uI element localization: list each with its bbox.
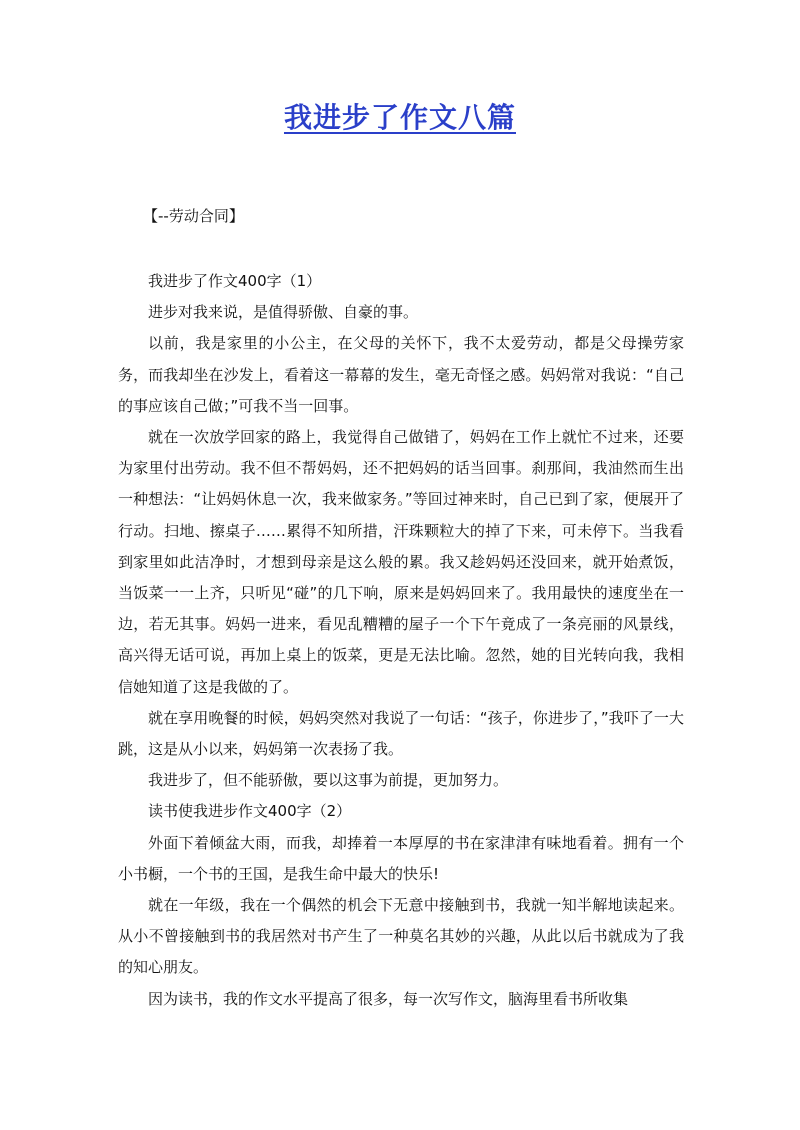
paragraph: 我进步了，但不能骄傲，要以这事为前提，更加努力。 <box>148 771 509 790</box>
paragraph: 就在一年级，我在一个偶然的机会下无意中接触到书，我就一知半解地读起来。从小不曾接触到书的我居然对书产生了一种莫名其妙的兴趣，从此以后书就成为了我的知心朋友。 <box>118 896 684 977</box>
section-heading: 读书使我进步作文400字（2） <box>148 802 352 821</box>
document-title[interactable]: 我进步了作文八篇 <box>283 101 516 134</box>
paragraph: 进步对我来说，是值得骄傲、自豪的事。 <box>148 303 419 322</box>
paragraph: 外面下着倾盆大雨，而我，却捧着一本厚厚的书在家津津有味地看着。拥有一个小书橱，一个书的王国，是我生命中最大的快乐! <box>118 833 684 883</box>
paragraph: 就在享用晚餐的时候，妈妈突然对我说了一句话：“孩子，你进步了，”我吓了一大跳，这是从小以来，妈妈第一次表扬了我。 <box>118 708 684 759</box>
section-heading: 我进步了作文400字（1） <box>148 272 322 290</box>
article-body <box>118 266 684 1015</box>
paragraph: 就在一次放学回家的路上，我觉得自己做错了，妈妈在工作上就忙不过来，还要为家里付出劳动。我不但不帮妈妈，还不把妈妈的话当回事。刹那间，我油然而生出一种想法：“让妈妈休息一次，我来做家务。”等回过神来时，自己已到了家，便展开了行动。扫地、擦桌子……累得不知所措，汗珠颗粒大的掉了下来，可未停下。当我看到家里如此洁净时，才想到母亲是这么般的累。我又趁妈妈还没回来，就开始煮饭，当饭菜一一上齐，只听见“碰”的几下响，原来是妈妈回来了。我用最快的速度坐在一边，若无其事。妈妈一进来，看见乱糟糟的屋子一个下午竟成了一条亮丽的风景线，高兴得无话可说，再加上桌上的饭菜，更是无法比喻。忽然，她的目光转向我，我相信她知道了这是我做的了。 <box>118 428 684 696</box>
paragraph: 以前，我是家里的小公主，在父母的关怀下，我不太爱劳动，都是父母操劳家务，而我却坐在沙发上，看着这一幕幕的发生，毫无奇怪之感。妈妈常对我说：“自己的事应该自己做；”可我不当一回事。 <box>118 334 684 415</box>
document-subtitle: 【--劳动合同】 <box>143 207 244 225</box>
paragraph: 因为读书，我的作文水平提高了很多，每一次写作文，脑海里看书所收集 <box>148 989 629 1008</box>
